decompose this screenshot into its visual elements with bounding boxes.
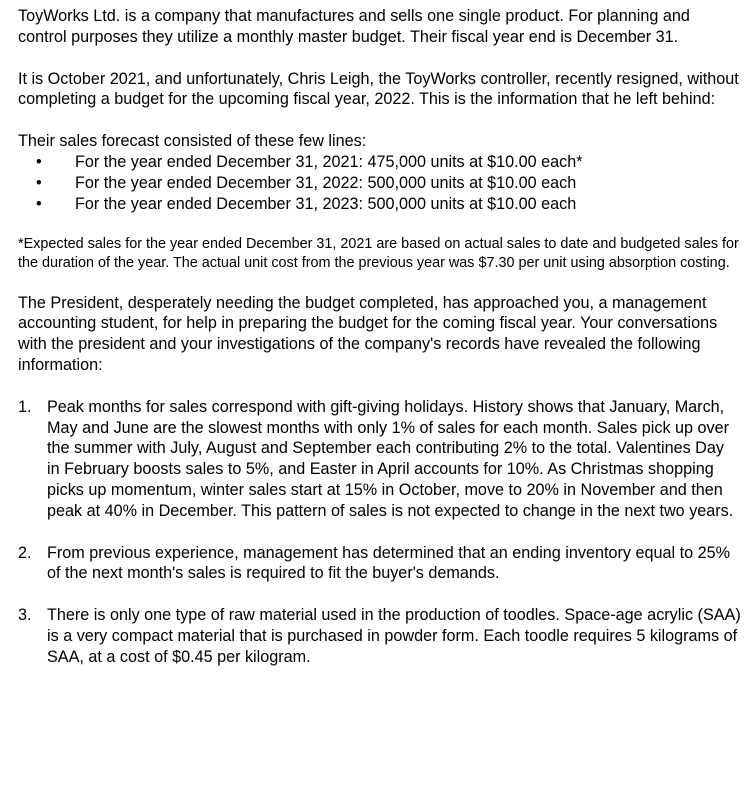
item-number: 2. [18,543,32,562]
item-text: From previous experience, management has determined that an ending inventory equal to 25% of the next month's sales is required to fit the buyer's demands. [47,543,730,583]
sales-forecast-intro: Their sales forecast consisted of these few lines: [18,132,367,151]
item-number: 1. [18,397,32,416]
item-text: Peak months for sales correspond with gift-giving holidays. History shows that January, March, May and June are the slowest months with only 1% of sales for each month. Sales pick up over the summer with July, August and September each contributing 2% to the total. Valentines Day in February boosts sales to 5%, and Easter in April accounts for 10%. As Christmas shopping picks up momentum, winter sales start at 15% in October, move to 20% in November and then peak at 40% in December. This pattern of sales is not expected to change in the next two years. [47,397,734,520]
list-item [18,173,741,194]
item-text: There is only one type of raw material used in the production of toodles. Space-age acrylic (SAA) is a very compact material that is purchased in powder form. Each toodle requires 5 kilograms of SAA, at a cost of $0.45 per kilogram. [47,606,741,666]
sales-forecast-list [18,152,741,214]
list-item-text: For the year ended December 31, 2021: 475,000 units at $10.00 each* [75,152,583,171]
item-number: 3. [18,606,32,625]
list-item-text: For the year ended December 31, 2022: 500,000 units at $10.00 each [75,173,577,192]
numbered-item [18,605,741,667]
bullet-icon: • [36,194,42,213]
information-list [18,397,741,668]
bullet-icon: • [36,152,42,171]
list-item [18,152,741,173]
president-paragraph: The President, desperately needing the budget completed, has approached you, a management accounting student, for help in preparing the budget for the coming fiscal year. Your conversations with the president and your investigations of the company's records have revealed the following information: [18,293,718,374]
numbered-item [18,397,741,522]
list-item-text: For the year ended December 31, 2023: 500,000 units at $10.00 each [75,194,577,213]
numbered-item [18,543,741,585]
bullet-icon: • [36,173,42,192]
footnote: *Expected sales for the year ended December 31, 2021 are based on actual sales to date and budgeted sales for the duration of the year. The actual unit cost from the previous year was $7.30 per unit using absorption costing. [18,236,739,271]
list-item [18,194,741,215]
context-paragraph: It is October 2021, and unfortunately, Chris Leigh, the ToyWorks controller, recently resigned, without completing a budget for the upcoming fiscal year, 2022. This is the information that he left behind: [18,69,739,109]
intro-paragraph: ToyWorks Ltd. is a company that manufactures and sells one single product. For planning and control purposes they utilize a monthly master budget. Their fiscal year end is December 31. [18,7,690,46]
